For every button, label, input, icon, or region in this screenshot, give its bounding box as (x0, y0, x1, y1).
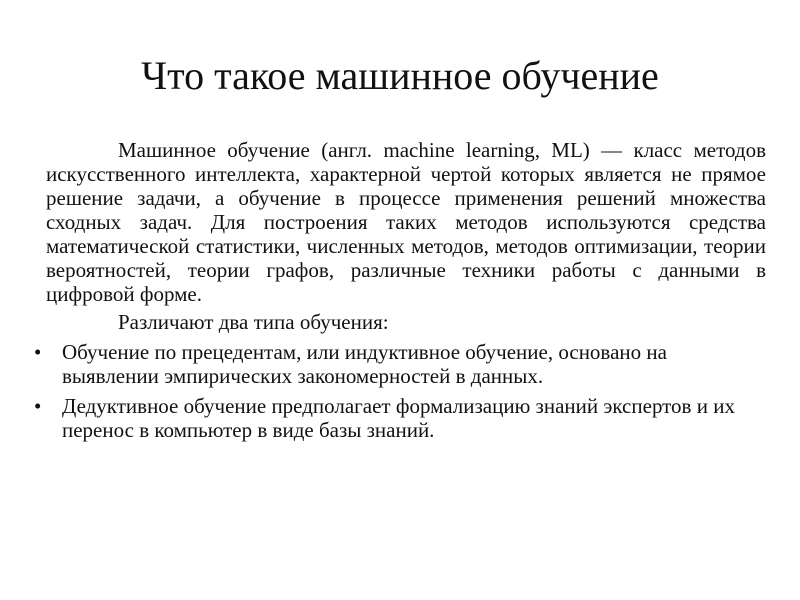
list-item (32, 394, 767, 442)
list-item-text: Дедуктивное обучение предполагает формализацию знаний экспертов и их перенос в компьютер в виде базы знаний. (62, 394, 735, 442)
learning-types-lead: Различают два типа обучения: (118, 310, 389, 334)
list-item (32, 340, 767, 388)
bullet-icon: • (34, 340, 42, 364)
bullet-icon: • (34, 394, 42, 418)
slide-title: Что такое машинное обучение (141, 53, 659, 98)
learning-types-list (34, 340, 766, 442)
list-item-text: Обучение по прецедентам, или индуктивное обучение, основано на выявлении эмпирических закономерностей в данных. (62, 340, 667, 388)
definition-paragraph: Машинное обучение (англ. machine learning, ML) — класс методов искусственного интеллекта, характерной чертой которых является не прямое решение задачи, а обучение в процессе применения решений множества сходных задач. Для построения таких методов используются средства математической статистики, численных методов, методов оптимизации, теории вероятностей, теории графов, различные техники работы с данными в цифровой форме. (46, 138, 766, 306)
slide-body (34, 138, 766, 448)
